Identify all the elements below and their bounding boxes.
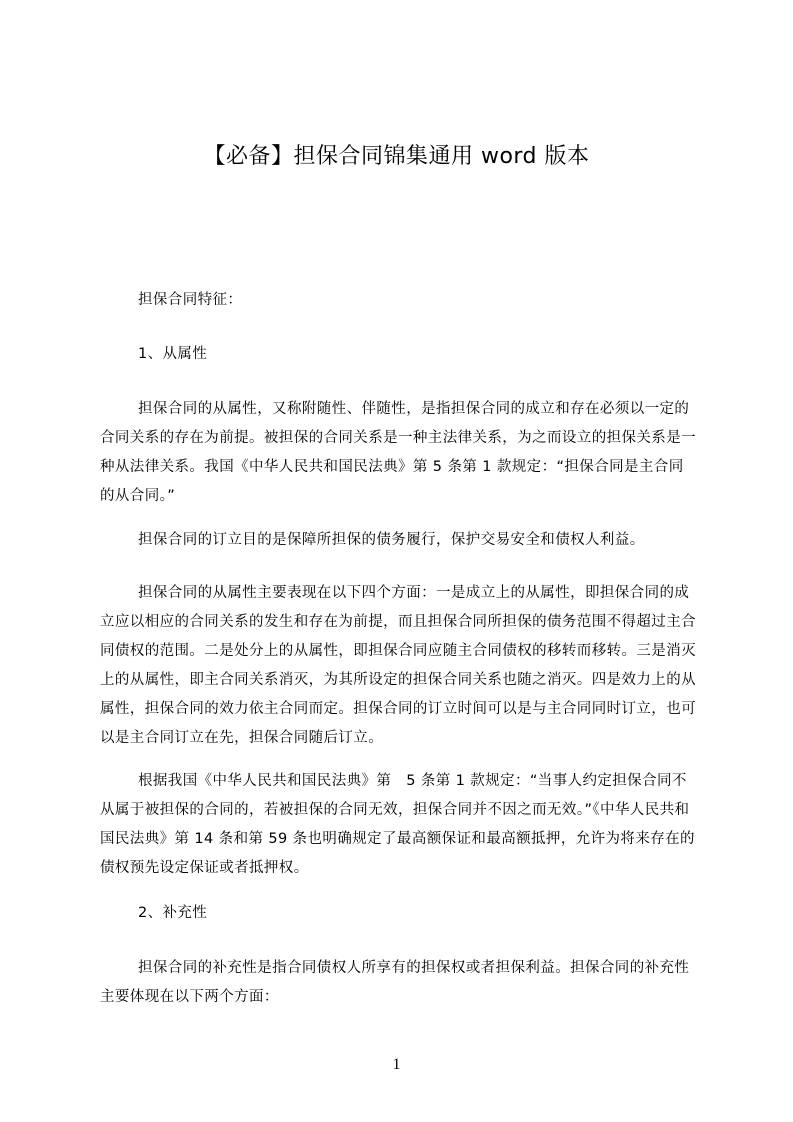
paragraph-purpose: 担保合同的订立目的是保障所担保的债务履行，保护交易安全和债权人利益。: [138, 532, 645, 548]
paragraph-supplementary-definition: 担保合同的补充性是指合同债权人所享有的担保权或者担保利益。担保合同的补充性主要体现在以下两个方面：: [100, 960, 690, 1005]
paragraph-subordination-aspects: 担保合同的从属性主要表现在以下四个方面：一是成立上的从属性，即担保合同的成立应以相应的合同关系的发生和存在为前提，而且担保合同所担保的债务范围不得超过主合同债权的范围。二是处分上的从属性，即担保合同应随主合同债权的移转而移转。三是消灭上的从属性，即主合同关系消灭，为其所设定的担保合同关系也随之消灭。四是效力上的从属性，担保合同的效力依主合同而定。担保合同的订立时间可以是与主合同同时订立，也可以是主合同订立在先，担保合同随后订立。: [100, 585, 696, 746]
section-heading-supplementary: 2、补充性: [138, 905, 208, 921]
paragraph-civil-code-provisions: 根据我国《中华人民共和国民法典》第 5 条第 1 款规定：“当事人约定担保合同不从属于被担保的合同的，若被担保的合同无效，担保合同并不因之而无效。”《中华人民共和国民法典》第 14 条和第 59 条也明确规定了最高额保证和最高额抵押，允许为将来存在的债权预先设定保证或者抵押权。: [100, 773, 695, 876]
paragraph-subordination-definition: 担保合同的从属性，又称附随性、伴随性，是指担保合同的成立和存在必须以一定的合同关系的存在为前提。被担保的合同关系是一种主法律关系，为之而设立的担保关系是一种从法律关系。我国《中华人民共和国民法典》第 5 条第 1 款规定：“担保合同是主合同的从合同。”: [100, 401, 696, 504]
section-heading-subordination: 1、从属性: [138, 346, 208, 362]
page-number: 1: [392, 1056, 401, 1073]
document-title: 【必备】担保合同锦集通用 word 版本: [203, 144, 590, 169]
paragraph-guarantee-features-heading: 担保合同特征：: [138, 292, 243, 308]
